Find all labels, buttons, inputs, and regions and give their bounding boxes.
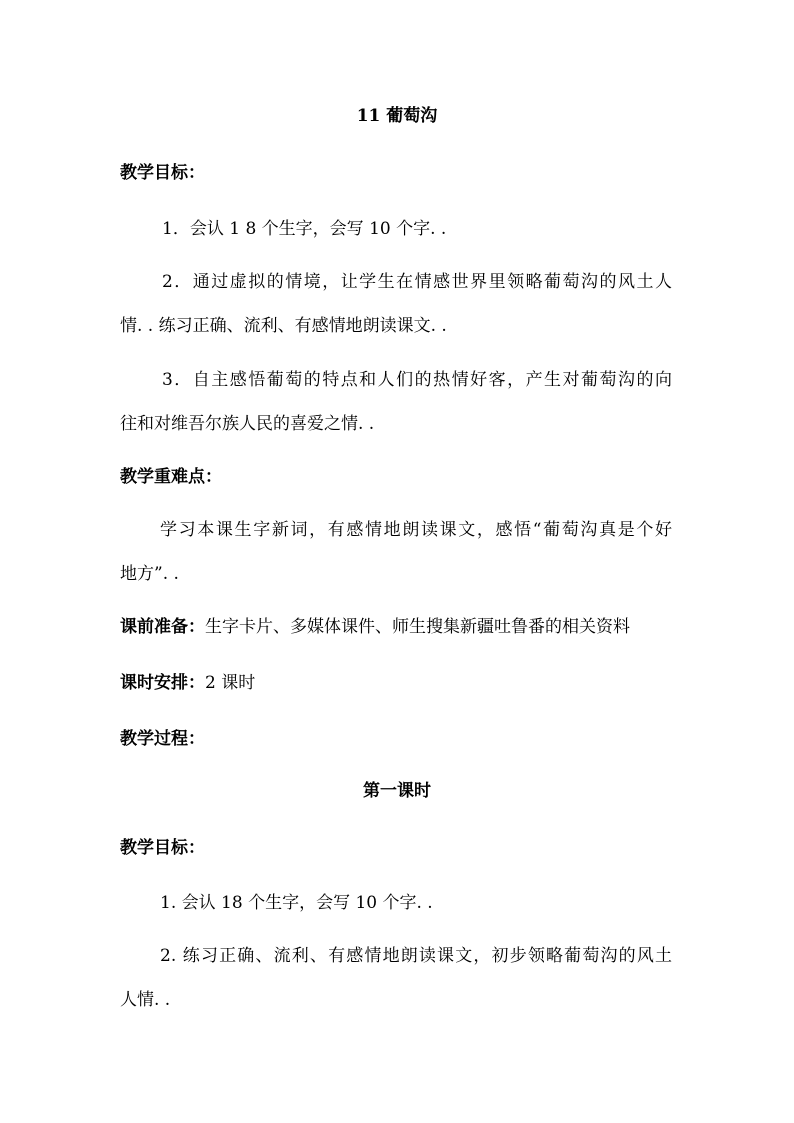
- goal-item-2-cont: 情. . 练习正确、流利、有感情地朗读课文. .: [120, 316, 447, 336]
- lesson1-goal-2: 2. 练习正确、流利、有感情地朗读课文，初步领略葡萄沟的风土: [160, 946, 672, 966]
- goal-item-1: 1．会认 1 8 个生字，会写 10 个字. .: [162, 219, 447, 239]
- lesson1-goals-heading: 教学目标：: [120, 838, 205, 858]
- document-title: 11 葡萄沟: [356, 106, 438, 126]
- key-points-line-1: 学习本课生字新词，有感情地朗读课文，感悟“葡萄沟真是个好: [160, 520, 672, 540]
- prep-label: 课前准备：: [120, 617, 205, 637]
- key-points-line-2: 地方”. .: [120, 564, 179, 584]
- process-heading: 教学过程：: [120, 729, 205, 749]
- key-points-heading: 教学重难点：: [120, 467, 222, 487]
- schedule-text: 2 课时: [205, 673, 256, 693]
- lesson1-title: 第一课时: [363, 781, 431, 801]
- lesson1-goal-1: 1. 会认 18 个生字，会写 10 个字. .: [160, 893, 433, 913]
- prep-line: [120, 615, 630, 639]
- goal-item-3-cont: 往和对维吾尔族人民的喜爱之情. .: [120, 414, 375, 434]
- schedule-label: 课时安排：: [120, 673, 205, 693]
- lesson1-goal-2-cont: 人情. .: [120, 990, 171, 1010]
- goal-item-2: 2．通过虚拟的情境，让学生在情感世界里领略葡萄沟的风土人: [162, 272, 672, 292]
- goal-item-3: 3．自主感悟葡萄的特点和人们的热情好客，产生对葡萄沟的向: [162, 370, 672, 390]
- schedule-line: [120, 671, 255, 695]
- prep-text: 生字卡片、多媒体课件、师生搜集新疆吐鲁番的相关资料: [205, 617, 630, 637]
- goals-heading: 教学目标：: [120, 163, 205, 183]
